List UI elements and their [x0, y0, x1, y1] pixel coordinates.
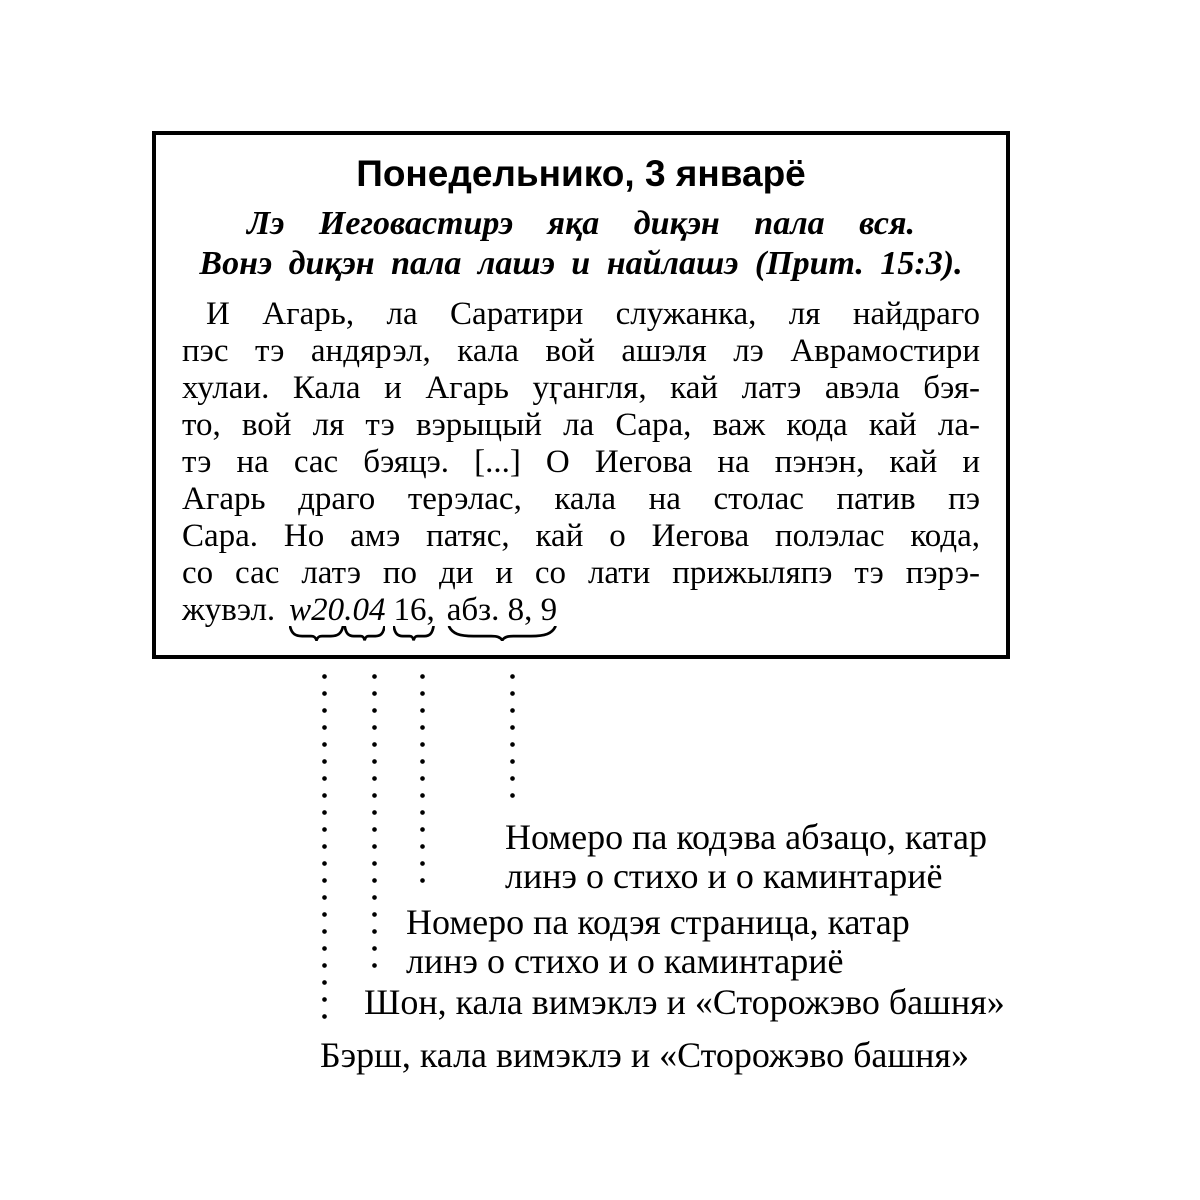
citation-page-number-text: 16, — [393, 592, 435, 628]
annotation-label-line: Номеро па кодэва абзацо, катар — [505, 817, 988, 857]
annotation-label-line: линэ о стихо и о каминтариё — [505, 856, 943, 896]
dotted-connector-paragraph — [510, 668, 515, 806]
comment-text-line: хулаи. Кала и Агарь уӷангля, кай латэ авэла бэя- — [182, 370, 980, 406]
date-heading: Понедельнико, 3 январё — [356, 153, 806, 194]
theme-scripture-line: Лэ Иеговастирэ яқа диқэн пала вся. — [246, 205, 916, 242]
annotation-label-month — [364, 983, 1005, 1022]
underbrace-year-icon — [289, 626, 344, 641]
annotation-label-line: Бэрш, кала вимэклэ и «Сторожэво башня» — [320, 1035, 969, 1075]
underbrace-page-icon — [393, 626, 434, 641]
comment-paragraph — [182, 296, 980, 629]
citation-lead-word: жувэл. — [182, 592, 276, 628]
comment-text-line: И Агарь, ла Саратири служанка, ля найдраго — [206, 296, 980, 332]
citation-paragraph-ref-text: абз. 8, 9 — [446, 592, 558, 628]
annotation-label-line: Шон, кала вимэклэ и «Сторожэво башня» — [364, 982, 1005, 1022]
dotted-connector-year — [322, 668, 327, 1028]
daily-text-card — [152, 131, 1010, 659]
comment-text-line: Сара. Но амэ патяс, кай о Иегова полэлас кода, — [182, 518, 980, 554]
citation-paragraph-ref — [447, 592, 557, 629]
annotation-label-line: линэ о стихо и о каминтариё — [406, 941, 844, 981]
annotation-label-page — [406, 903, 910, 981]
comment-text-line: тэ на сас бэяцэ. [...] О Иегова на пэнэн, кай и — [182, 444, 980, 480]
citation-line — [182, 592, 980, 629]
annotation-label-year — [320, 1036, 969, 1075]
annotation-label-paragraph — [505, 818, 987, 896]
underbrace-month-icon — [344, 626, 385, 641]
comment-text-line: пэс тэ андярэл, кала вой ашэля лэ Аврамостири — [182, 333, 980, 369]
theme-scripture — [182, 204, 980, 284]
comment-text-line: со сас латэ по ди и со лати прижыляпэ тэ пэрэ- — [182, 555, 980, 591]
citation-month-code-text: .04 — [344, 592, 386, 628]
citation-year-code-text: w20 — [289, 592, 345, 628]
dotted-connector-month — [372, 668, 377, 968]
comment-text-line: Агарь драго терэлас, кала на столас патив пэ — [182, 481, 980, 517]
annotation-label-line: Номеро па кодэя страница, катар — [406, 902, 910, 942]
citation-month-code — [344, 592, 385, 629]
theme-scripture-line: Вонэ диқэн пала лашэ и найлашэ (Прит. 15:3). — [199, 245, 963, 282]
comment-text-line: то, вой ля тэ вэрыцый ла Сара, важ кода кай ла- — [182, 407, 980, 443]
underbrace-paragraph-icon — [447, 626, 557, 641]
citation-page-number — [393, 592, 434, 629]
citation-year-code — [289, 592, 344, 629]
dotted-connector-page — [420, 668, 425, 890]
